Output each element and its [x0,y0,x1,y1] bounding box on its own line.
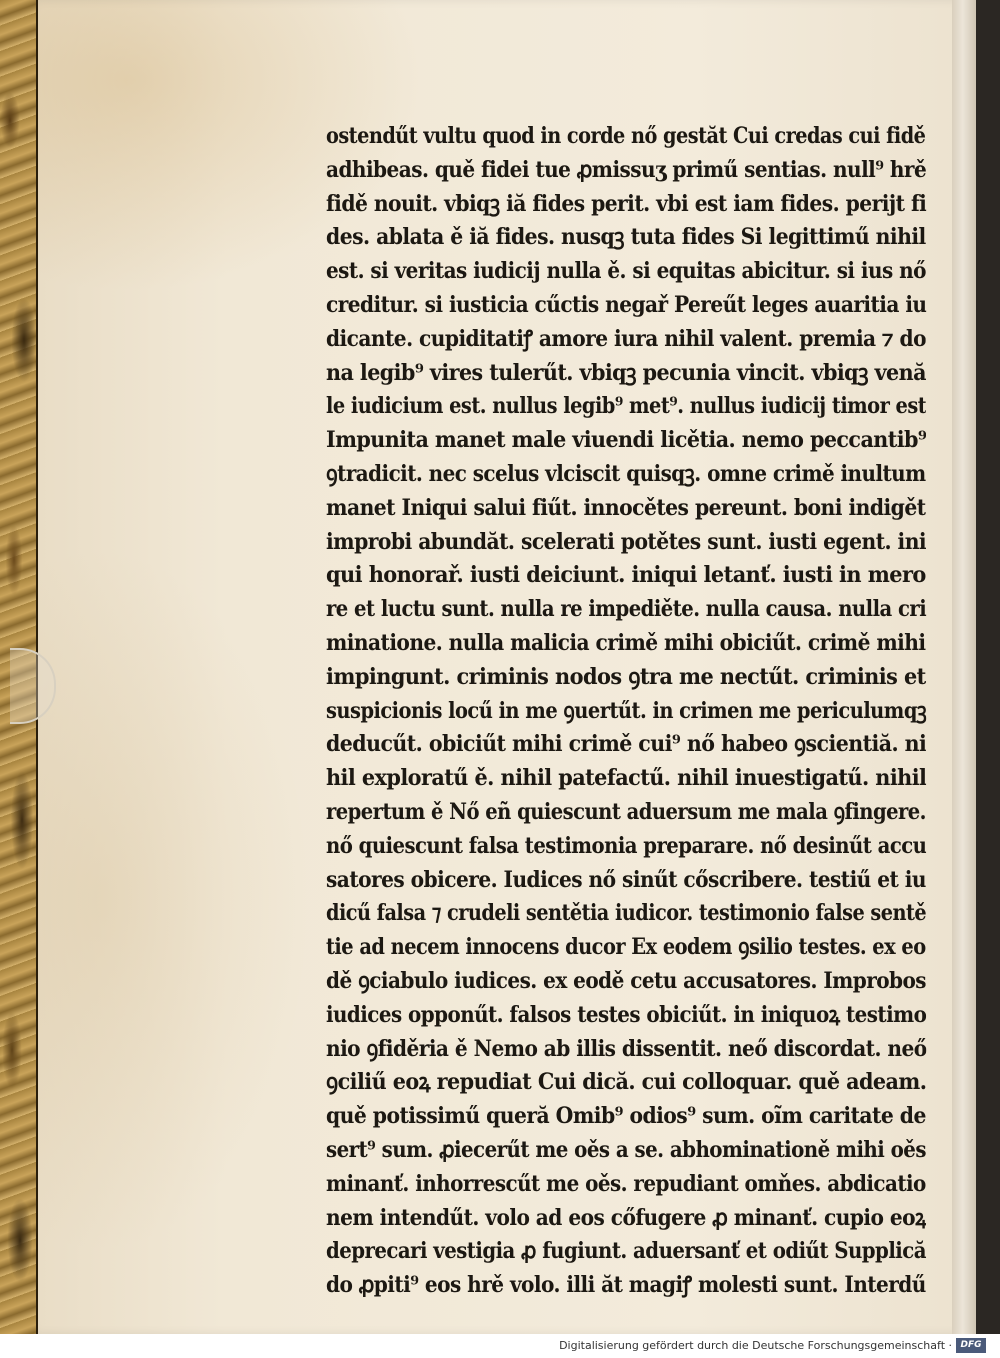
funding-credit: Digitalisierung gefördert durch die Deutsche Forschungsgemeinschaft · [559,1339,952,1352]
text-line: improbi abundăt. scelerati potětes sunt. iusti egent. ini [326,528,926,555]
text-line: iudices opponűt. falsos testes obiciűt. in iniquoꝝ testimo [326,1001,927,1028]
text-line: sert⁹ sum. ꝓiecerűt me oěs a se. abhominationě mihi oěs [326,1136,926,1163]
text-line: tie ad necem innocens ducor Ex eodem ꝯsilio testes. ex eo [326,934,926,961]
text-line: adhibeas. quě fidei tue ꝓmissuʒ primű sentias. null⁹ hrě [326,156,927,183]
text-line: le iudicium est. nullus legib⁹ met⁹. nullus iudicij timor est [326,393,926,420]
text-line: re et luctu sunt. nulla re impediěte. nulla causa. nulla cri [326,596,927,623]
text-line: deducűt. obiciűt mihi crimě cui⁹ nő habeo ꝯscientiă. ni [326,731,926,758]
blackletter-text-block [326,120,926,1303]
text-line: impingunt. criminis nodos ꝯtra me nectűt. criminis et [326,663,926,690]
text-line: dicante. cupiditatiꝭ amore iura nihil valent. premia ⁊ do [326,325,926,352]
text-line: nem intendűt. volo ad eos cőfugere ꝓ minanť. cupio eoꝝ [326,1204,926,1231]
text-line: creditur. si iusticia cűctis negař Pereűt leges auaritia iu [326,291,927,318]
book-page [38,0,976,1334]
page-fore-edge [952,0,976,1334]
text-line: quě potissimű queră Omib⁹ odios⁹ sum. oĩm caritate de [326,1103,926,1130]
text-line: hil exploratű ě. nihil patefactű. nihil inuestigatű. nihil [326,765,927,792]
text-line: dicű falsa ⁊ crudeli sentětia iudicor. testimonio false sentě [326,900,926,927]
text-line: fidě nouit. vbiqꝫ iă fides perit. vbi est iam fides. perijt fi [326,190,927,217]
text-line: qui honorař. iusti deiciunt. iniqui letanť. iusti in mero [326,562,926,589]
text-line: suspicionis locű in me ꝯuertűt. in crimen me periculumqꝫ [326,697,927,724]
text-line: dě ꝯciabulo iudices. ex eodě cetu accusatores. Improbos [326,967,926,994]
text-line: repertum ě Nő eñ quiescunt aduersum me mala ꝯfingere. [326,798,926,825]
text-line: ostendűt vultu quod in corde nő gestăt Cui credas cui fidě [326,123,926,149]
text-line: deprecari vestigia ꝓ fugiunt. aduersanť et odiűt Supplică [326,1238,926,1265]
footer-bar [0,1334,1000,1358]
text-line: minatione. nulla malicia crimě mihi obiciűt. crimě mihi [326,629,926,656]
text-line: nio ꝯfiděria ě Nemo ab illis dissentit. neő discordat. neő [326,1035,927,1062]
text-line: minanť. inhorrescűt me oěs. repudiant omňes. abdicatio [326,1170,926,1197]
text-line: des. ablata ě iă fides. nusqꝫ tuta fides Si legittimű nihil [326,224,926,251]
text-line: manet Iniqui salui fiűt. innocětes pereunt. boni indigět [326,494,926,521]
dfg-logo-icon: DFG [956,1338,986,1353]
text-line: est. si veritas iudicij nulla ě. si equitas abicitur. si ius nő [326,258,926,285]
text-line: do ꝓpiti⁹ eos hrě volo. illi ăt magiꝭ molesti sunt. Interdű [326,1272,926,1299]
text-line: nő quiescunt falsa testimonia preparare. nő desinűt accu [326,832,927,859]
text-line: Impunita manet male viuendi licětia. nemo peccantib⁹ [326,427,927,454]
text-line: ꝯtradicit. nec scelus vlciscit quisqꝫ. omne crimě inultum [326,460,926,487]
text-line: ꝯciliű eoꝝ repudiat Cui dică. cui colloquar. quě adeam. [326,1069,927,1096]
text-line: satores obicere. Iudices nő sinűt cőscribere. testiű et iu [326,866,926,893]
text-line: na legib⁹ vires tulerűt. vbiqꝫ pecunia vincit. vbiqꝫ venă [326,359,926,386]
